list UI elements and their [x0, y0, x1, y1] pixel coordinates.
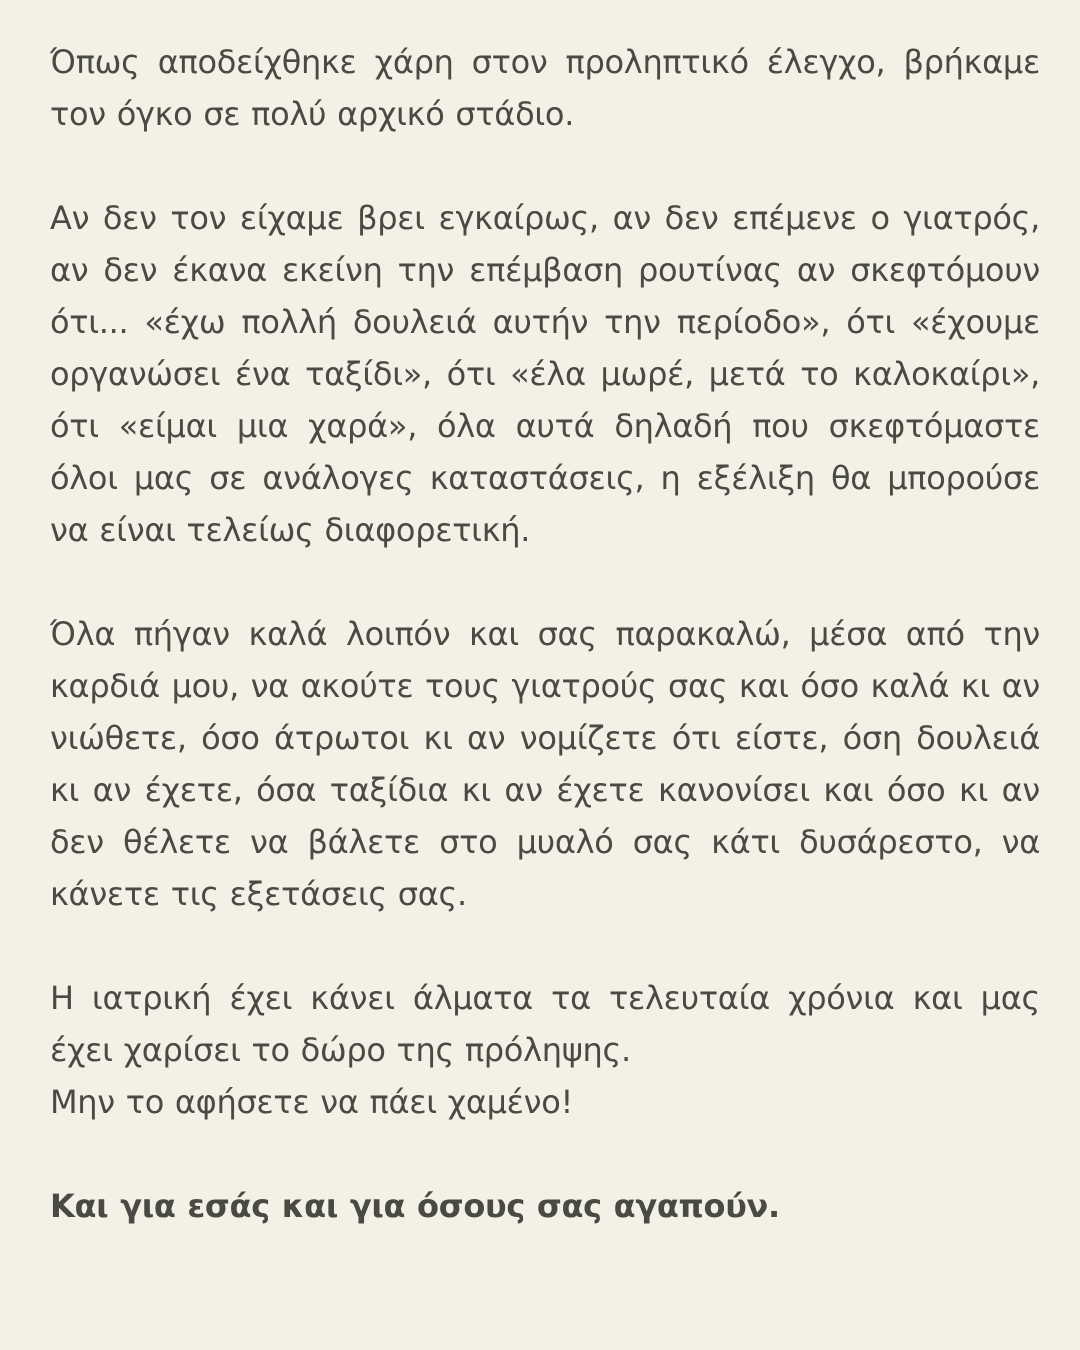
paragraph-text: Όπως αποδείχθηκε χάρη στον προληπτικό έλεγχο, βρήκαμε τον όγκο σε πολύ αρχικό στάδιο.: [50, 43, 1040, 133]
paragraph-text: Μην το αφήσετε να πάει χαμένο!: [50, 1083, 574, 1121]
paragraph-text: Αν δεν τον είχαμε βρει εγκαίρως, αν δεν επέμενε ο γιατρός, αν δεν έκανα εκείνη την επέμβαση ρουτίνας αν σκεφτόμουν ότι... «έχω πολλή δουλειά αυτήν την περίοδο», ότι «έχουμε οργανώσει ένα ταξίδι», ότι «έλα μωρέ, μετά το καλοκαίρι», ότι «είμαι μια χαρά», όλα αυτά δηλαδή που σκεφτόμαστε όλοι μας σε ανάλογες καταστάσεις, η εξέλιξη θα μπορούσε να είναι τελείως διαφορετική.: [50, 199, 1040, 549]
paragraph-prevention: [50, 972, 1040, 1128]
paragraph-what-if: [50, 192, 1040, 556]
paragraph-text: Όλα πήγαν καλά λοιπόν και σας παρακαλώ, μέσα από την καρδιά μου, να ακούτε τους γιατρούς σας και όσο καλά κι αν νιώθετε, όσο άτρωτοι κι αν νομίζετε ότι είστε, όση δουλειά κι αν έχετε, όσα ταξίδια κι αν έχετε κανονίσει και όσο κι αν δεν θέλετε να βάλετε στο μυαλό σας κάτι δυσάρεστο, να κάνετε τις εξετάσεις σας.: [50, 615, 1040, 913]
paragraph-plea: [50, 608, 1040, 920]
closing-statement: Και για εσάς και για όσους σας αγαπούν.: [50, 1187, 780, 1225]
paragraph-text: Η ιατρική έχει κάνει άλματα τα τελευταία χρόνια και μας έχει χαρίσει το δώρο της πρόληψης.: [50, 979, 1040, 1069]
paragraph-early-detection: [50, 36, 1040, 140]
